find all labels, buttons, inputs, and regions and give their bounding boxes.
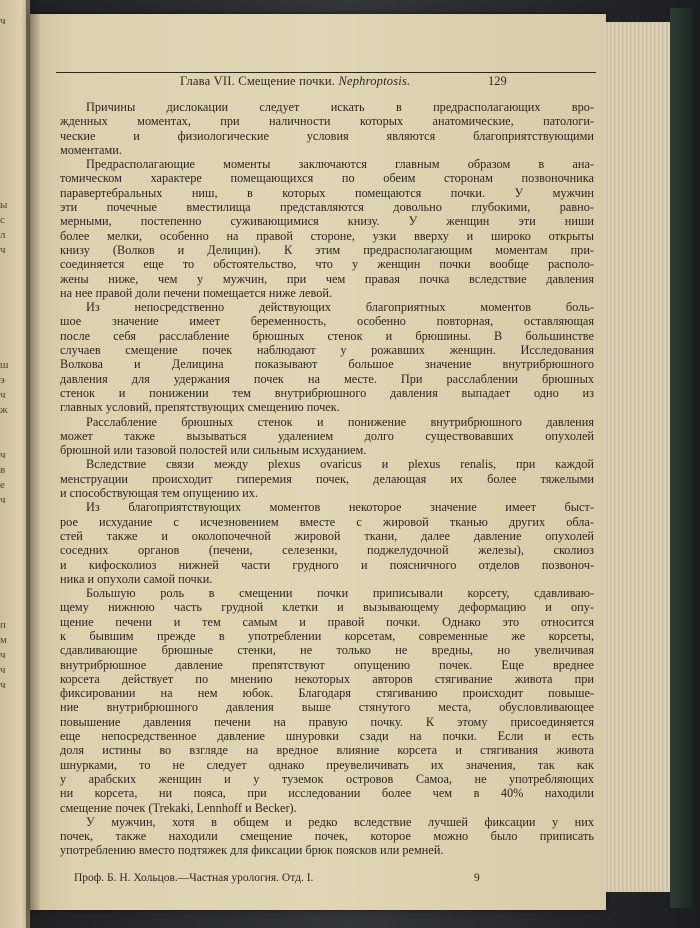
text-line: случаев смещение почек наблюдают у рожавших женщин. Исследования <box>60 343 594 358</box>
text-line: Из благоприятствующих моментов некоторое значение имеет быст- <box>86 500 594 515</box>
facing-page-fragment: ш <box>0 359 9 371</box>
text-line: главных условий, препятствующих смещению почек. <box>60 400 340 415</box>
text-line: эти почечные вместилища представляются довольно глубокими, равно- <box>60 200 594 215</box>
running-head-chapter: Глава VII. Смещение почки. <box>180 74 336 88</box>
page-number: 129 <box>488 74 507 88</box>
facing-page-fragment: п <box>0 619 6 631</box>
text-line: после себя расслабление брюшных стенок и брюшины. В большинстве <box>60 328 594 343</box>
text-line: корсета действует по мнению некоторых авторов стягивание живота при <box>60 671 594 686</box>
text-line: стей также и околопочечной жировой ткани, далее давление опухолей <box>60 528 594 543</box>
facing-page-fragment: э <box>0 374 5 386</box>
text-line: книзу (Волков и Делицин). К этим предрасполагающим моментам при- <box>60 242 594 257</box>
text-line: щение печени и тем самым и правой почки. Однако это относится <box>60 614 594 629</box>
text-line: употреблению вместо подтяжек для фиксации брюк поясков или ремней. <box>60 843 444 858</box>
facing-page-fragment: с <box>0 214 5 226</box>
text-line: жденных моментах, при наличности которых анатомические, патологи- <box>60 114 594 129</box>
text-line: паравертебральных ниш, в которых помещаются почки. У мужчин <box>60 185 594 200</box>
facing-page-fragment: м <box>0 634 7 646</box>
text-line: мерными, постепенно суживающимися книзу. У женщин эти ниши <box>60 214 594 229</box>
facing-page-fragment: ж <box>0 404 8 416</box>
facing-page-fragment: ч <box>0 15 6 27</box>
text-line: ника и опухоли самой почки. <box>60 571 213 586</box>
gutter-shadow <box>26 0 40 928</box>
text-line: сдавливающие брюшные стенки, не только не вредны, но увеличивая <box>60 643 594 658</box>
text-line: и кифосколиоз нижней части грудного и поясничного отделов позвоноч- <box>60 557 594 572</box>
facing-page-fragment: ч <box>0 389 6 401</box>
text-line: соединяется еще то обстоятельство, что у женщин почки вообще располо- <box>60 257 594 272</box>
text-line: шнурками, то не следует однако преувеличивать их значения, так как <box>60 757 594 772</box>
facing-page-fragment: ы <box>0 199 8 211</box>
facing-page-fragment: л <box>0 229 6 241</box>
running-head <box>180 74 410 89</box>
footer-signature-number: 9 <box>474 872 480 884</box>
text-line: Большую роль в смещении почки приписывали корсету, сдавливаю- <box>86 586 594 601</box>
text-line: У мужчин, хотя в общем и редко вследствие лучшей фиксации у них <box>86 814 594 829</box>
facing-page-fragment: е <box>0 479 5 491</box>
text-line: смещение почек (Trekaki, Lennhoff и Becker). <box>60 800 297 815</box>
text-line: внутрибрюшное давление препятствуют опущению почек. Еще вреднее <box>60 657 594 672</box>
book-cover-edge <box>670 8 692 908</box>
text-line: может также вызываться удалением долго существовавших опухолей <box>60 428 594 443</box>
text-line: ние внутрибрюшного давления выше стянутого места, обусловливающее <box>60 700 594 715</box>
text-line: ческие и физиологические условия являются благоприятствующими <box>60 128 594 143</box>
text-line: давления для удержания почек на месте. При расслаблении брюшных <box>60 371 594 386</box>
facing-page-fragment: ч <box>0 649 6 661</box>
text-line: Расслабление брюшных стенок и понижение внутрибрюшного давления <box>86 414 594 429</box>
facing-page-fragment: ч <box>0 664 6 676</box>
text-line: на нее правой доли печени помещается ниже левой. <box>60 285 333 300</box>
text-line: к бывшим прежде в употреблении корсетам, современные же корсеты, <box>60 628 594 643</box>
text-line: шое значение имеет беременность, особенно повторная, оставляющая <box>60 314 594 329</box>
text-line: фиксировании на нем юбок. Благодаря стягиванию происходит повыше- <box>60 686 594 701</box>
facing-page-fragment: ч <box>0 449 6 461</box>
text-line: повышение давления печени на правую почку. К этому присоединяется <box>60 714 594 729</box>
text-line: брюшной или тазовой полостей или сильным исхуданием. <box>60 443 367 458</box>
text-line: стенок и понижении тем внутрибрюшного давления выпадает одно из <box>60 385 594 400</box>
text-line: и способствующая тем опущению их. <box>60 486 258 501</box>
text-line: ни корсета, ни пояса, при исследовании более чем в 40% находили <box>60 786 594 801</box>
text-line: жены ниже, чем у мужчин, при чем правая почка вследствие давления <box>60 271 594 286</box>
text-line: почек, также находили смещение почек, которое можно было приписать <box>60 829 594 844</box>
header-rule <box>56 72 596 73</box>
text-line: Из непосредственно действующих благоприятных моментов боль- <box>86 300 594 315</box>
footer-author-title: Проф. Б. Н. Хольцов.—Частная урология. Отд. I. <box>74 872 314 884</box>
page-stack-edge <box>604 22 672 892</box>
facing-page-fragment: ч <box>0 679 6 691</box>
facing-page-fragment: ч <box>0 244 6 256</box>
text-line: более мелки, особенно на правой стороне, узки вверху и широко открыты <box>60 228 594 243</box>
facing-page-fragment: ч <box>0 494 6 506</box>
text-line: еще непосредственное давление шнуровки сзади на почки. Если и есть <box>60 729 594 744</box>
text-line: томическом характере помещающихся по обеим сторонам позвоночника <box>60 171 594 186</box>
text-line: рое исхудание с исчезновением вместе с жировой тканью других обла- <box>60 514 594 529</box>
text-line: соседних органов (печени, селезенки, поджелудочной железы), сколиоз <box>60 543 594 558</box>
text-line: менструации происходит гиперемия почек, делающая их более тяжелыми <box>60 471 594 486</box>
facing-page-fragment: в <box>0 464 6 476</box>
body-text <box>60 100 594 858</box>
text-line: Причины дислокации следует искать в предрасполагающих вро- <box>86 100 594 114</box>
running-head-latin: Nephroptosis. <box>338 74 411 88</box>
book-page <box>30 14 606 910</box>
text-line: моментами. <box>60 142 122 157</box>
text-line: доля истины во взгляде на вредное влияние корсета и стягивания живота <box>60 743 594 758</box>
text-line: щему нижнюю часть грудной клетки и вызывающему деформацию и опу- <box>60 600 594 615</box>
text-line: Волкова и Делицина показывают большое значение внутрибрюшного <box>60 357 594 372</box>
text-line: Предрасполагающие моменты заключаются главным образом в ана- <box>86 157 594 172</box>
text-line: у арабских женщин и у туземок островов Самоа, не употребляющих <box>60 771 594 786</box>
text-line: Вследствие связи между plexus ovaricus и plexus renalis, при каждой <box>86 457 594 472</box>
